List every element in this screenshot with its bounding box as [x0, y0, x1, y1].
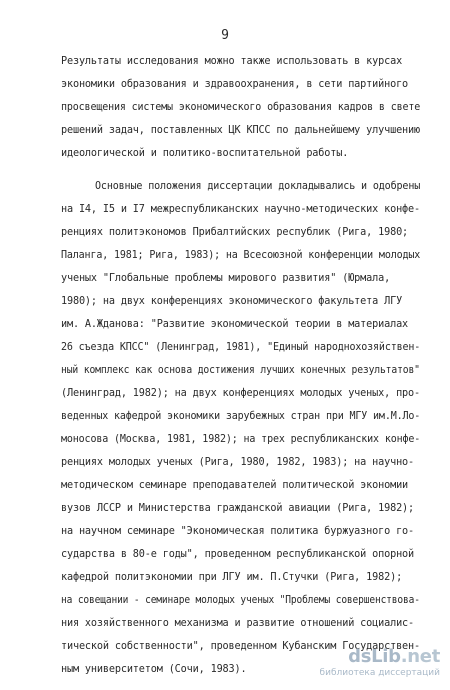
text-line: ным университетом (Сочи, 1983).: [61, 664, 247, 675]
text-line: сударства в 80-е годы", проведенном республиканской опорной: [61, 549, 415, 560]
text-line: им. А.Жданова: "Развитие экономической теории в материалах: [61, 319, 409, 330]
text-line: решений задач, поставленных ЦК КПСС по дальнейшему улучшению: [61, 125, 421, 136]
text-line: ния хозяйственного механизма и развитие отношений социалис-: [61, 618, 415, 629]
text-line: на I4, I5 и I7 межреспубликанских научно-методических конфе-: [61, 204, 421, 215]
text-line: кафедрой политэкономии при ЛГУ им. П.Стучки (Рига, 1982);: [61, 572, 403, 583]
text-line: ренциях молодых ученых (Рига, 1980, 1982, 1983); на научно-: [61, 457, 415, 468]
text-line: идеологической и политико-воспитательной работы.: [61, 148, 349, 159]
text-line: вузов ЛССР и Министерства гражданской авиации (Рига, 1982);: [61, 503, 415, 514]
text-line: экономики образования и здравоохранения, в сети партийного: [61, 79, 409, 90]
text-line: тической собственности", проведенном Кубанским Государствен-: [61, 641, 421, 652]
watermark-logo-main: dsLib: [348, 646, 401, 667]
text-line: веденных кафедрой экономики зарубежных стран при МГУ им.М.Ло-: [61, 411, 421, 422]
watermark-caption: библиотека диссертаций: [319, 668, 440, 678]
text-line: (Ленинград, 1982); на двух конференциях молодых ученых, про-: [61, 388, 421, 399]
text-line: на совещании - семинаре молодых ученых "Проблемы совершенствова-: [61, 595, 420, 606]
text-line: ный комплекс как основа достижения лучших конечных результатов": [61, 365, 420, 376]
text-line: ренциях политэкономов Прибалтийских республик (Рига, 1980;: [61, 227, 409, 238]
text-line: на научном семинаре "Экономическая политика буржуазного го-: [61, 526, 415, 537]
text-line: Паланга, 1981; Рига, 1983); на Всесоюзной конференции молодых: [61, 250, 421, 261]
text-line: ученых "Глобальные проблемы мирового развития" (Юрмала,: [61, 273, 391, 284]
text-line: Результаты исследования можно также использовать в курсах: [61, 56, 403, 67]
text-line: просвещения системы экономического образования кадров в свете: [61, 102, 421, 113]
text-line: 1980); на двух конференциях экономического факультета ЛГУ: [61, 296, 403, 307]
watermark: [319, 646, 440, 682]
text-line: 26 съезда КПСС" (Ленинград, 1981), "Единый народнохозяйствен-: [61, 342, 421, 353]
text-line: Основные положения диссертации докладывались и одобрены: [95, 181, 421, 192]
text-line: методическом семинаре преподавателей политической экономии: [61, 480, 409, 491]
text-line: моносова (Москва, 1981, 1982); на трех республиканских конфе-: [61, 434, 421, 445]
page-number: 9: [221, 28, 229, 43]
watermark-logo: [348, 646, 440, 667]
watermark-logo-tld: .net: [400, 646, 440, 667]
